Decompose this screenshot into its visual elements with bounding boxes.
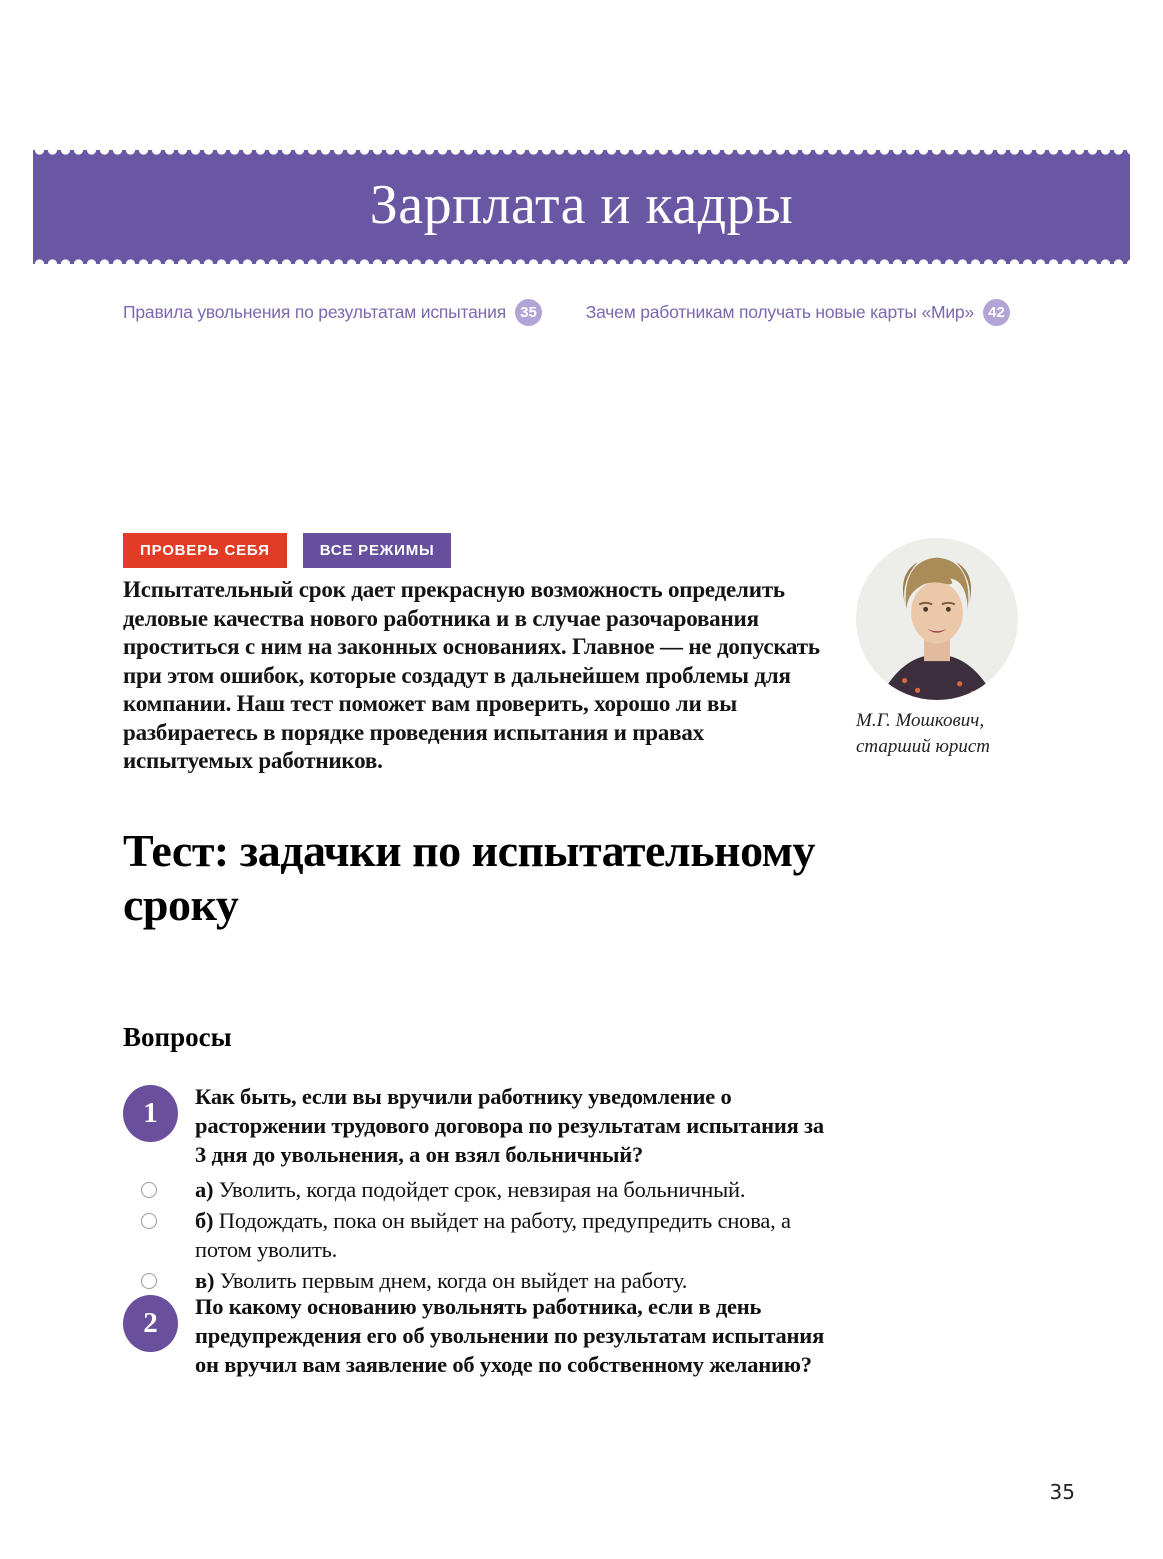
author-photo bbox=[856, 538, 1018, 700]
tag-all-modes: ВСЕ РЕЖИМЫ bbox=[303, 533, 452, 568]
option-label: Уволить, когда подойдет срок, невзирая на больничный. bbox=[218, 1177, 746, 1202]
option-label: Уволить первым днем, когда он выйдет на работу. bbox=[219, 1268, 688, 1293]
option-letter: а) bbox=[195, 1177, 214, 1202]
question-number-badge: 1 bbox=[123, 1085, 178, 1142]
question-1-options bbox=[123, 1175, 828, 1295]
option-text bbox=[195, 1266, 825, 1295]
radio-button[interactable] bbox=[141, 1182, 157, 1198]
author-name: М.Г. Мошкович, bbox=[856, 710, 985, 731]
author-caption bbox=[856, 708, 1056, 760]
toc-item-mir-cards bbox=[586, 299, 1010, 326]
question-1 bbox=[123, 1082, 828, 1295]
option-label: Подождать, пока он выйдет на работу, предупредить снова, а потом уволить. bbox=[195, 1208, 791, 1262]
page-number: 35 bbox=[1049, 1480, 1075, 1504]
tag-check-yourself: ПРОВЕРЬ СЕБЯ bbox=[123, 533, 287, 568]
option-v bbox=[123, 1266, 828, 1295]
toc-page-badge: 35 bbox=[515, 299, 542, 326]
option-text bbox=[195, 1175, 825, 1204]
toc-label: Зачем работникам получать новые карты «Мир» bbox=[585, 302, 974, 322]
section-title: Зарплата и кадры bbox=[369, 174, 794, 237]
question-2 bbox=[123, 1292, 828, 1379]
question-text: По какому основанию увольнять работника, если в день предупреждения его об увольнении по результатам испытания он вручил вам заявление об уходе по собственному желанию? bbox=[195, 1294, 825, 1377]
toc-item-dismissal-rules bbox=[123, 299, 542, 326]
article-headline: Тест: задачки по испытательному сроку bbox=[123, 825, 816, 930]
option-letter: в) bbox=[195, 1268, 215, 1293]
author-portrait-illustration bbox=[856, 538, 1018, 700]
option-b bbox=[123, 1206, 828, 1264]
option-text bbox=[195, 1206, 825, 1264]
intro-paragraph: Испытательный срок дает прекрасную возможность определить деловые качества нового работника и в случае разочарования проститься с ним на законных основаниях. Главное — не допускать при этом ошибок, которые создадут в дальнейшем проблемы для компании. Наш тест поможет вам проверить, хорошо ли вы разбираетесь в порядке проведения испытания и правах испытуемых работников. bbox=[123, 577, 820, 773]
radio-button[interactable] bbox=[141, 1213, 157, 1229]
question-text: Как быть, если вы вручили работнику уведомление о расторжении трудового договора по результатам испытания за 3 дня до увольнения, а он взял больничный? bbox=[195, 1084, 824, 1167]
toc-row bbox=[123, 299, 1010, 326]
tags-row bbox=[123, 533, 451, 568]
option-a bbox=[123, 1175, 828, 1204]
radio-button[interactable] bbox=[141, 1273, 157, 1289]
option-letter: б) bbox=[195, 1208, 214, 1233]
questions-heading: Вопросы bbox=[123, 1022, 232, 1052]
author-title: старший юрист bbox=[856, 736, 991, 757]
question-number-badge: 2 bbox=[123, 1295, 178, 1352]
toc-page-badge: 42 bbox=[983, 299, 1010, 326]
section-banner bbox=[33, 150, 1130, 264]
toc-label: Правила увольнения по результатам испытания bbox=[123, 302, 506, 322]
